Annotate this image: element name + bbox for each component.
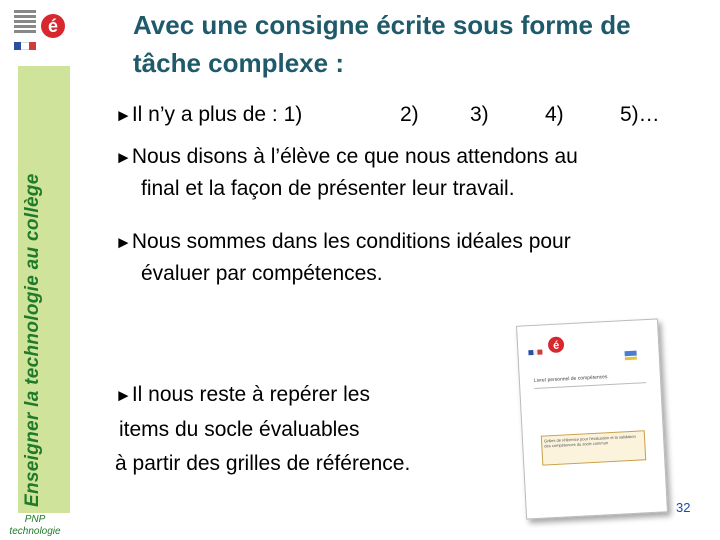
logo-text-lines [14, 8, 36, 35]
svg-text:é: é [47, 16, 59, 36]
bullet-numbers-lead: Il n’y a plus de : 1) [131, 103, 303, 126]
bullet-attend-line1: Nous disons à l’élève ce que nous attendons au [131, 145, 578, 168]
sidebar-vertical-title: Enseigner la technologie au collège [22, 173, 43, 507]
bullet-number-4: 4) [545, 103, 564, 126]
sidebar-footer-line1: PNP [24, 514, 46, 525]
bullet-reste-line3: à partir des grilles de référence. [115, 452, 411, 475]
cover-blue-mark-icon [624, 351, 636, 357]
cover-heading: Livret personnel de compétences [533, 374, 608, 384]
sidebar-footer-line2: technologie [9, 526, 61, 537]
bullet-ideal-line1: Nous sommes dans les conditions idéales pour [131, 230, 571, 253]
ministry-logo [14, 4, 66, 60]
bullet-marker-icon: ► [115, 233, 132, 252]
bullet-ideal-line2: évaluer par compétences. [141, 262, 383, 285]
sidebar-footer [4, 514, 66, 538]
bullet-attend-line2: final et la façon de présenter leur travail. [141, 177, 515, 200]
bullet-reste [115, 378, 515, 481]
document-cover-image [516, 318, 668, 519]
cover-yellow-mark-icon [625, 357, 637, 361]
bullet-marker-icon: ► [115, 148, 132, 167]
cover-box [541, 430, 646, 465]
cover-rule [534, 382, 646, 389]
svg-text:é: é [552, 339, 560, 352]
bullet-marker-icon: ► [115, 386, 132, 405]
french-flag-icon [14, 42, 36, 50]
sidebar [0, 0, 70, 540]
bullet-marker-icon: ► [115, 106, 132, 125]
bullet-number-2: 2) [400, 103, 419, 126]
bullet-number-3: 3) [470, 103, 489, 126]
bullet-numbers [115, 99, 675, 131]
bullet-reste-line1: Il nous reste à repérer les [131, 383, 370, 406]
bullet-number-5: 5)… [620, 103, 660, 126]
slide-title: Avec une consigne écrite sous forme de tâche complexe : [133, 10, 631, 78]
cover-flag-icon [528, 350, 542, 356]
e-logo-icon [40, 6, 66, 42]
page-number: 32 [676, 500, 691, 515]
cover-box-text: Grilles de référence pour l’évaluation et la validation des compétences du socle commun [543, 433, 636, 449]
bullet-attend [115, 141, 705, 204]
cover-e-logo-icon [546, 334, 567, 355]
bullet-reste-line2: items du socle évaluables [119, 418, 360, 441]
bullet-ideal [115, 226, 705, 289]
